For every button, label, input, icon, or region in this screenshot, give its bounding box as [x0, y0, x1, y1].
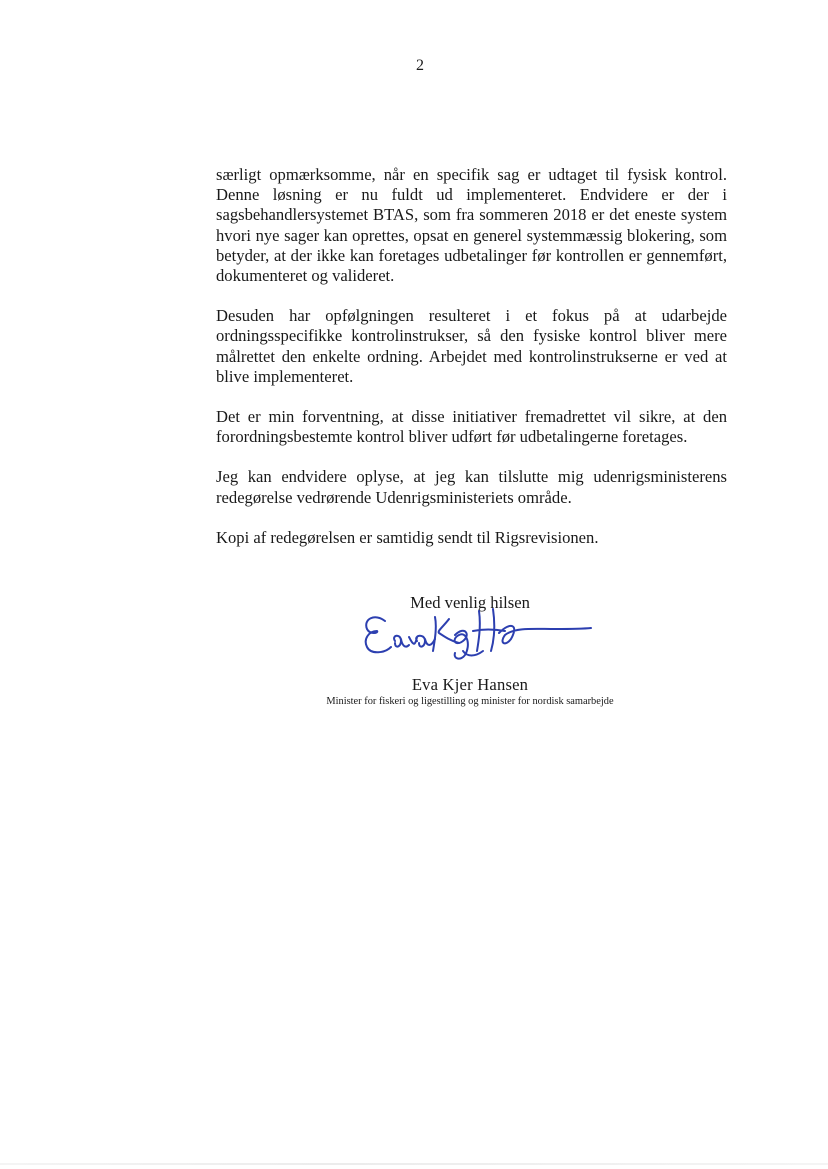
paragraph-copy-note: Kopi af redegørelsen er samtidig sendt til Rigsrevisionen.	[216, 527, 599, 547]
signer-name: Eva Kjer Hansen	[411, 675, 529, 694]
paragraph-control-solution: særligt opmærksomme, når en specifik sag er udtaget til fysisk kontrol. Denne løsning er nu fuldt ud implementeret. Endvidere er der i sagsbehandlersystemet BTAS, som fra sommeren 2018 er det eneste system hvori nye sager kan oprettes, opsat en generel systemmæssig blokering, som betyder, at der ikke kan foretages udbetalinger før kontrollen er gennemført, dokumenteret og valideret.	[216, 165, 727, 286]
signer-title: Minister for fiskeri og ligestilling og minister for nordisk samarbejde	[326, 696, 614, 707]
page-number: 2	[416, 57, 424, 74]
signature-block	[300, 593, 640, 707]
letter-body	[216, 165, 727, 568]
paragraph-follow-up: Desuden har opfølgningen resulteret i et fokus på at udarbejde ordningsspecifikke kontrolinstrukser, så den fysiske kontrol bliver mere målrettet den enkelte ordning. Arbejdet med kontrolinstrukserne er ved at blive implementeret.	[216, 306, 727, 386]
paragraph-foreign-ministry: Jeg kan endvidere oplyse, at jeg kan tilslutte mig udenrigsministerens redegørelse vedrørende Udenrigsministeriets område.	[216, 467, 727, 507]
paragraph-expectation: Det er min forventning, at disse initiativer fremadrettet vil sikre, at den forordningsbestemte kontrol bliver udført før udbetalingerne foretages.	[216, 407, 727, 447]
closing-greeting: Med venlig hilsen	[410, 593, 530, 612]
scan-edge-line	[0, 1163, 828, 1165]
handwritten-signature	[355, 599, 595, 665]
